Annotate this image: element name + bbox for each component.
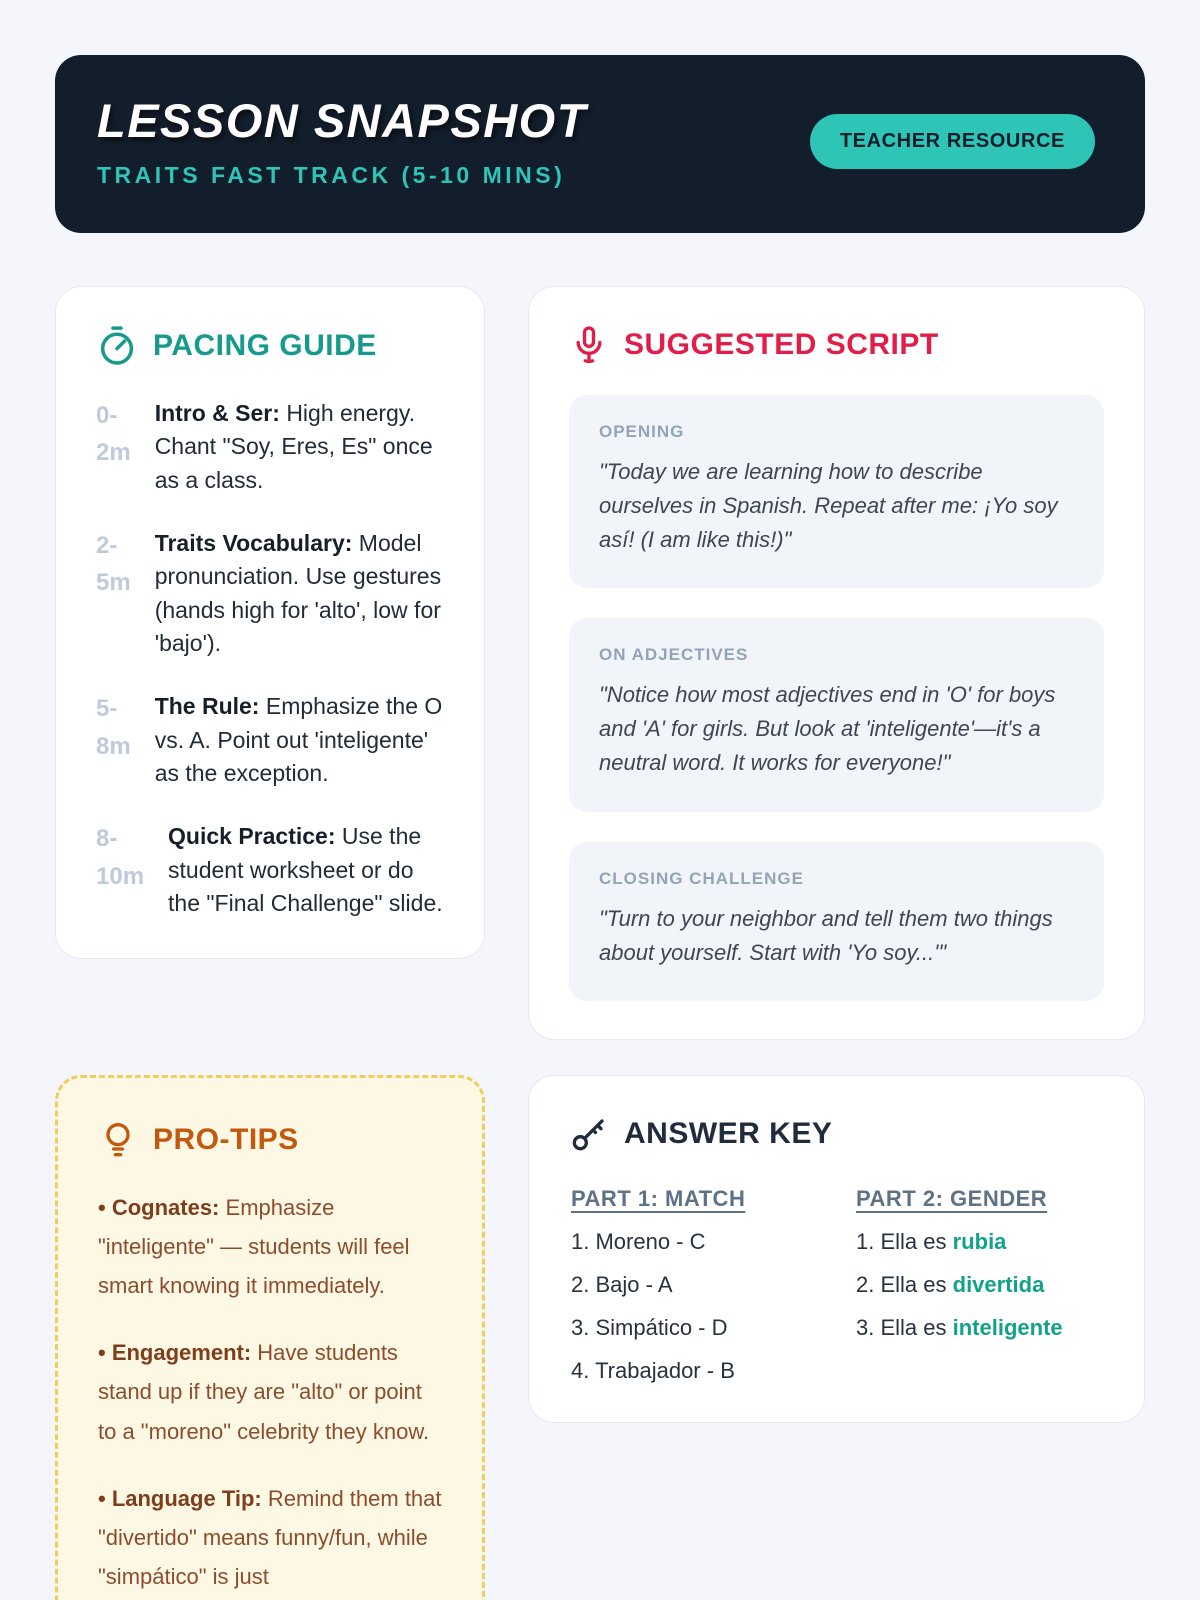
header-banner	[55, 55, 1145, 233]
microphone-icon	[569, 325, 609, 365]
script-block-quote: "Turn to your neighbor and tell them two things about yourself. Start with 'Yo soy...'"	[599, 905, 1053, 965]
content-grid	[55, 286, 1145, 1600]
pro-tip-text: Have students stand up if they are "alto" or point to a "moreno" celebrity they know.	[98, 1340, 430, 1444]
pacing-item	[96, 527, 444, 660]
answer-word: rubia	[952, 1228, 1007, 1254]
pacing-item-text	[168, 820, 444, 920]
pro-tip-item	[98, 1333, 442, 1450]
pacing-time-label: 8-10m	[96, 825, 145, 890]
answer-prefix: 1. Ella es	[856, 1228, 947, 1254]
script-block	[569, 618, 1104, 811]
answer-key-columns	[569, 1186, 1104, 1384]
answer-word: divertida	[952, 1271, 1045, 1297]
pacing-item-desc: Emphasize the O vs. A. Point out 'inteligente' as the exception.	[154, 693, 443, 787]
answer-key-card	[528, 1075, 1145, 1423]
answer-item: 3. Simpático - D	[571, 1314, 728, 1340]
pro-tips-header	[98, 1120, 442, 1160]
answer-key-part1	[571, 1186, 856, 1384]
answer-item: 1. Moreno - C	[571, 1228, 706, 1254]
script-block-quote: "Notice how most adjectives end in 'O' for boys and 'A' for girls. But look at 'inteligente'—it's a neutral word. It works for everyone!"	[599, 682, 1056, 776]
pacing-item-text	[155, 397, 444, 497]
pro-tip-item	[98, 1479, 442, 1596]
pro-tips-card	[55, 1075, 485, 1600]
key-icon	[569, 1114, 609, 1154]
answer-prefix: 2. Ella es	[856, 1271, 947, 1297]
answer-item: 2. Bajo - A	[571, 1271, 673, 1297]
pacing-time-label: 2-5m	[96, 532, 131, 597]
pacing-item	[96, 820, 444, 920]
page-subtitle: TRAITS FAST TRACK (5-10 MINS)	[97, 162, 566, 188]
script-block-quote: "Today we are learning how to describe ourselves in Spanish. Repeat after me: ¡Yo soy así! (I am like this!)"	[599, 459, 1058, 553]
pro-tip-lead: • Language Tip:	[98, 1485, 262, 1511]
pacing-time-label: 0-2m	[96, 402, 131, 467]
pacing-item-text	[155, 527, 444, 660]
pro-tip-item	[98, 1188, 442, 1305]
pro-tip-lead: • Cognates:	[98, 1194, 220, 1220]
pacing-item-text	[155, 690, 444, 790]
pro-tip-text: Remind them that "divertido" means funny/fun, while "simpático" is just	[98, 1485, 442, 1589]
pacing-item-desc: Use the student worksheet or do the "Final Challenge" slide.	[168, 823, 443, 917]
suggested-script-card	[528, 286, 1145, 1040]
pacing-time-label: 5-8m	[96, 695, 131, 760]
pacing-guide-title: PACING GUIDE	[153, 329, 377, 362]
lightbulb-icon	[98, 1120, 138, 1160]
teacher-resource-badge: TEACHER RESOURCE	[810, 114, 1095, 169]
script-block	[569, 395, 1104, 588]
pacing-item-desc: Model pronunciation. Use gestures (hands high for 'alto', low for 'bajo').	[154, 530, 442, 657]
header-text-group	[97, 93, 587, 189]
answer-key-header	[569, 1114, 1104, 1154]
answer-prefix: 3. Ella es	[856, 1314, 947, 1340]
answer-item	[856, 1272, 1104, 1298]
pacing-item-lead: Intro & Ser:	[154, 400, 280, 426]
stopwatch-icon	[96, 325, 138, 367]
pacing-item	[96, 690, 444, 790]
part2-heading: PART 2: GENDER	[856, 1185, 1048, 1211]
pacing-item-lead: The Rule:	[154, 693, 260, 720]
pacing-guide-header	[96, 325, 444, 367]
script-block-label: OPENING	[599, 422, 685, 441]
pacing-item-desc: High energy. Chant "Soy, Eres, Es" once as a class.	[154, 400, 433, 493]
answer-item: 4. Trabajador - B	[571, 1357, 735, 1383]
script-block-label: CLOSING CHALLENGE	[599, 868, 804, 888]
answer-word: inteligente	[952, 1314, 1063, 1340]
script-block-label: ON ADJECTIVES	[599, 645, 749, 665]
suggested-script-title: SUGGESTED SCRIPT	[624, 328, 939, 361]
pacing-item-lead: Quick Practice:	[168, 823, 336, 850]
answer-item	[856, 1315, 1104, 1341]
answer-key-part2	[856, 1186, 1104, 1384]
script-block	[569, 842, 1104, 1001]
suggested-script-header	[569, 325, 1104, 365]
part1-heading: PART 1: MATCH	[571, 1185, 746, 1211]
page-title: LESSON SNAPSHOT	[97, 94, 587, 147]
answer-item	[856, 1229, 1104, 1255]
pro-tips-title: PRO-TIPS	[153, 1122, 299, 1156]
pro-tip-text: Emphasize "inteligente" — students will feel smart knowing it immediately.	[98, 1194, 410, 1299]
pacing-item-lead: Traits Vocabulary:	[154, 530, 353, 557]
pacing-item	[96, 397, 444, 497]
pro-tip-lead: • Engagement:	[98, 1340, 252, 1366]
answer-key-title: ANSWER KEY	[624, 1116, 833, 1150]
pacing-guide-card	[55, 286, 485, 959]
